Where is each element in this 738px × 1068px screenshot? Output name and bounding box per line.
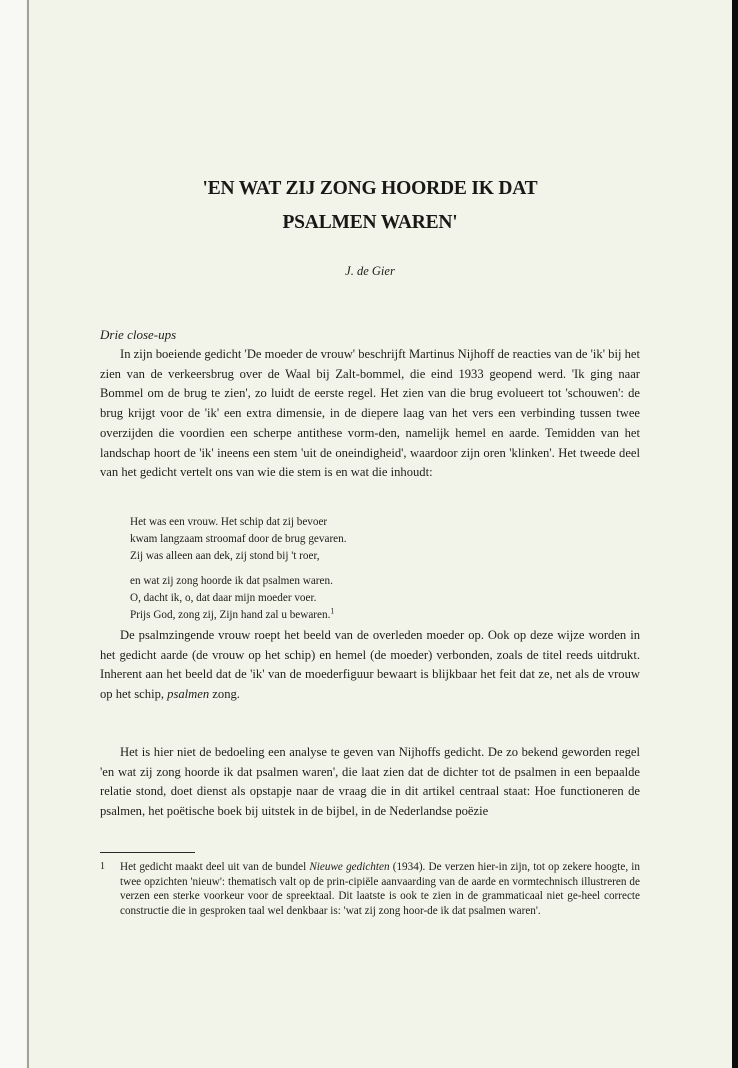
scan-edge-line	[27, 0, 29, 1068]
paragraph-2-end: zong.	[209, 687, 240, 702]
stanza-gap	[130, 565, 550, 573]
author-name: J. de Gier	[345, 264, 395, 278]
footnote-reference: 1	[330, 606, 335, 616]
footnote-text	[120, 860, 640, 918]
footnote-text-rest: (1934). De verzen hier-in zijn, tot op zekere hoogte, in twee opzichten 'nieuw': thematisch valt op de prin-cipiële aanvaarding van de aarde en vormtechnisch illustreren de verzen een sterke voorkeur voor de spreektaal. Dit laatste is ook te zien in de grammaticaal niet ge-heel correcte constructie die in gesproken taal wel denkbaar is: 'wat zij zong hoor-de ik dat psalmen waren'.	[120, 861, 640, 917]
footnote	[100, 860, 640, 918]
italic-emphasis: psalmen	[167, 687, 210, 702]
poem-line: kwam langzaam stroomaf door de brug gevaren.	[130, 533, 347, 545]
scan-right-border	[732, 0, 738, 1068]
book-title: Nieuwe gedichten	[309, 861, 390, 873]
section-heading: Drie close-ups	[100, 327, 177, 342]
footnote-divider	[100, 852, 195, 853]
poem-line: O, dacht ik, o, dat daar mijn moeder voer.	[130, 592, 317, 604]
title-line-2: PSALMEN WAREN'	[282, 212, 458, 233]
poem-line: Zij was alleen aan dek, zij stond bij 't roer,	[130, 550, 320, 562]
footnote-number: 1	[100, 861, 105, 872]
paragraph-2-text: De psalmzingende vrouw roept het beeld van de overleden moeder op. Ook op deze wijze worden in het gedicht aarde (de vrouw op het schip) en hemel (de moeder) verbonden, zoals de titel reeds uitdrukt. Inherent aan het beeld dat de 'ik' van de moederfiguur bewaart is blijkbaar het feit dat ze, net als de vrouw op het schip,	[100, 628, 640, 702]
page-left-margin	[0, 0, 26, 1068]
paragraph-1: In zijn boeiende gedicht 'De moeder de vrouw' beschrijft Martinus Nijhoff de reacties van de 'ik' bij het zien van de verkeersbrug over de Waal bij Zalt-bommel, die eind 1933 geopend werd. 'Ik ging naar Bommel om de brug te zien', zo luidt de eerste regel. Het zien van die brug evolueert tot 'schouwen': de brug krijgt voor de 'ik' een extra dimensie, in de diepere laag van het vers een verbinding tussen twee overzijden die voordien een scherpe antithese vorm-den, namelijk hemel en aarde. Temidden van het landschap hoort de 'ik' ineens een stem 'uit de oneindigheid', waardoor zijn oren 'klinken'. Het tweede deel van het gedicht vertelt ons van wie die stem is en wat die inhoudt:	[100, 347, 640, 480]
poem-line: en wat zij zong hoorde ik dat psalmen waren.	[130, 575, 333, 587]
poem-line: Het was een vrouw. Het schip dat zij bevoer	[130, 516, 328, 528]
footnote-text-start: Het gedicht maakt deel uit van de bundel	[120, 861, 310, 873]
poem-quote	[130, 514, 550, 624]
poem-line	[130, 607, 550, 624]
poem-line-text: Prijs God, zong zij, Zijn hand zal u bewaren.	[130, 609, 331, 621]
article-title	[100, 172, 640, 240]
paragraph-3: Het is hier niet de bedoeling een analyse te geven van Nijhoffs gedicht. De zo bekend geworden regel 'en wat zij zong hoorde ik dat psalmen waren', die laat zien dat de dichter tot de psalmen in een bepaalde relatie stond, doet dienst als opstapje naar de vraag die in dit artikel centraal staat: Hoe functioneren de psalmen, het poëtische boek bij uitstek in de bijbel, in de Nederlandse poëzie	[100, 745, 640, 819]
paragraph-2	[100, 626, 640, 705]
title-line-1: 'EN WAT ZIJ ZONG HOORDE IK DAT	[202, 178, 538, 199]
